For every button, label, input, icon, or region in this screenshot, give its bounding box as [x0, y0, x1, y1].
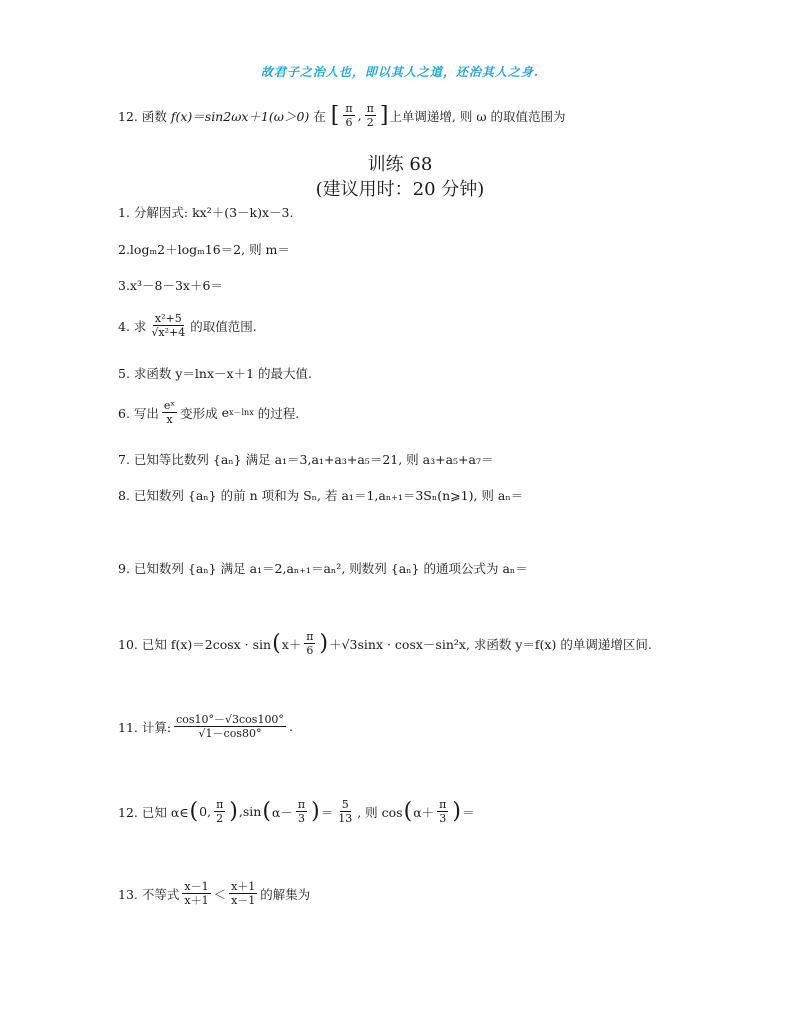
problem-7: 7. 已知等比数列 {aₙ} 满足 a₁＝3,a₁+a₃+a₅＝21, 则 a₃+a₅+a₇＝	[118, 452, 494, 467]
problem-5: 5. 求函数 y＝lnx－x＋1 的最大值.	[118, 366, 312, 381]
problem-12-fraction-4: $\frac{\pi}{3}$	[439, 798, 447, 825]
problem-6-fraction: $\frac{\text{eˣ}}{x}$	[163, 399, 176, 426]
prev-mid: 在	[313, 108, 326, 124]
problem-11: 11. 计算: $\frac{\cos 10^\circ-√3\cos 100^\circ}{√1-\cos 80^\circ}$ .	[118, 713, 293, 740]
prev-problem-12: 12. 函数 f(x)＝sin2ωx＋1(ω＞0) 在 [ $\frac{\pi}{6}$ , $\frac{\pi}{2}$ ] 上单调递增, 则 ω 的取值范围为	[118, 102, 566, 129]
problem-13: 13. 不等式 $\frac{x-1}{x+1}$ ＜ $\frac{x+1}{x-1}$ 的解集为	[118, 880, 311, 907]
problem-4-fraction: $\frac{\text{x²+5}}{\text{√x²+4}}$	[151, 312, 186, 339]
problem-2: 2.logₘ2＋logₘ16＝2, 则 m＝	[118, 242, 290, 257]
prev-expr: f(x)＝sin2ωx＋1(ω＞0)	[170, 108, 310, 124]
problem-12-fraction-3: $\frac{5}{13}$	[338, 798, 353, 825]
problem-13-fraction-1: $\frac{x-1}{x+1}$	[184, 880, 209, 907]
interval-left-fraction: $\frac{\pi}{6}$	[345, 102, 353, 129]
prev-tail: 上单调递增, 则 ω 的取值范围为	[389, 108, 566, 124]
interval-right-fraction: $\frac{\pi}{2}$	[366, 102, 374, 129]
section-subtitle: (建议用时：20 分钟)	[315, 179, 485, 200]
problem-13-fraction-2: $\frac{x+1}{x-1}$	[231, 880, 256, 907]
problem-10: 10. 已知 f(x)＝2cosx · sin ( x＋ $\frac{\pi}{6}$ ) ＋√3sinx · cosx－sin²x, 求函数 y＝f(x) 的单调递增区间.	[118, 630, 652, 657]
section-title: 训练 68	[367, 154, 433, 175]
problem-10-fraction: $\frac{\pi}{6}$	[306, 630, 314, 657]
problem-12-fraction-2: $\frac{\pi}{3}$	[297, 798, 306, 825]
problem-3: 3.x³－8－3x＋6＝	[118, 278, 223, 293]
problem-12: 12. 已知 α∈ ( 0, $\frac{\pi}{2}$ ) ,sin ( α－ $\frac{\pi}{3}$ ) ＝ $\frac{5}{13}$ , 则 cos ( α＋ $\frac{\pi}{3}$ ) ＝	[118, 798, 475, 825]
problem-8: 8. 已知数列 {aₙ} 的前 n 项和为 Sₙ, 若 a₁＝1,aₙ₊₁＝3Sₙ(n⩾1), 则 aₙ＝	[118, 488, 524, 503]
problem-9: 9. 已知数列 {aₙ} 满足 a₁＝2,aₙ₊₁＝aₙ², 则数列 {aₙ} 的通项公式为 aₙ＝	[118, 561, 528, 576]
problem-6: 6. 写出 $\frac{\text{eˣ}}{x}$ 变形成 e x－lnx 的过程.	[118, 399, 300, 426]
prev-lead: 12. 函数	[118, 108, 167, 124]
problem-12-fraction-1: $\frac{\pi}{2}$	[216, 798, 224, 825]
problem-1: 1. 分解因式: kx²＋(3－k)x－3.	[118, 205, 294, 220]
problem-4: 4. 求 $\frac{\text{x²+5}}{\text{√x²+4}}$ 的取值范围.	[118, 312, 257, 339]
header-motto: 故君子之治人也，即以其人之道，还治其人之身.	[260, 65, 540, 79]
problem-11-fraction: $\frac{\cos 10^\circ-√3\cos 100^\circ}{√1-\cos 80^\circ}$	[176, 713, 284, 740]
